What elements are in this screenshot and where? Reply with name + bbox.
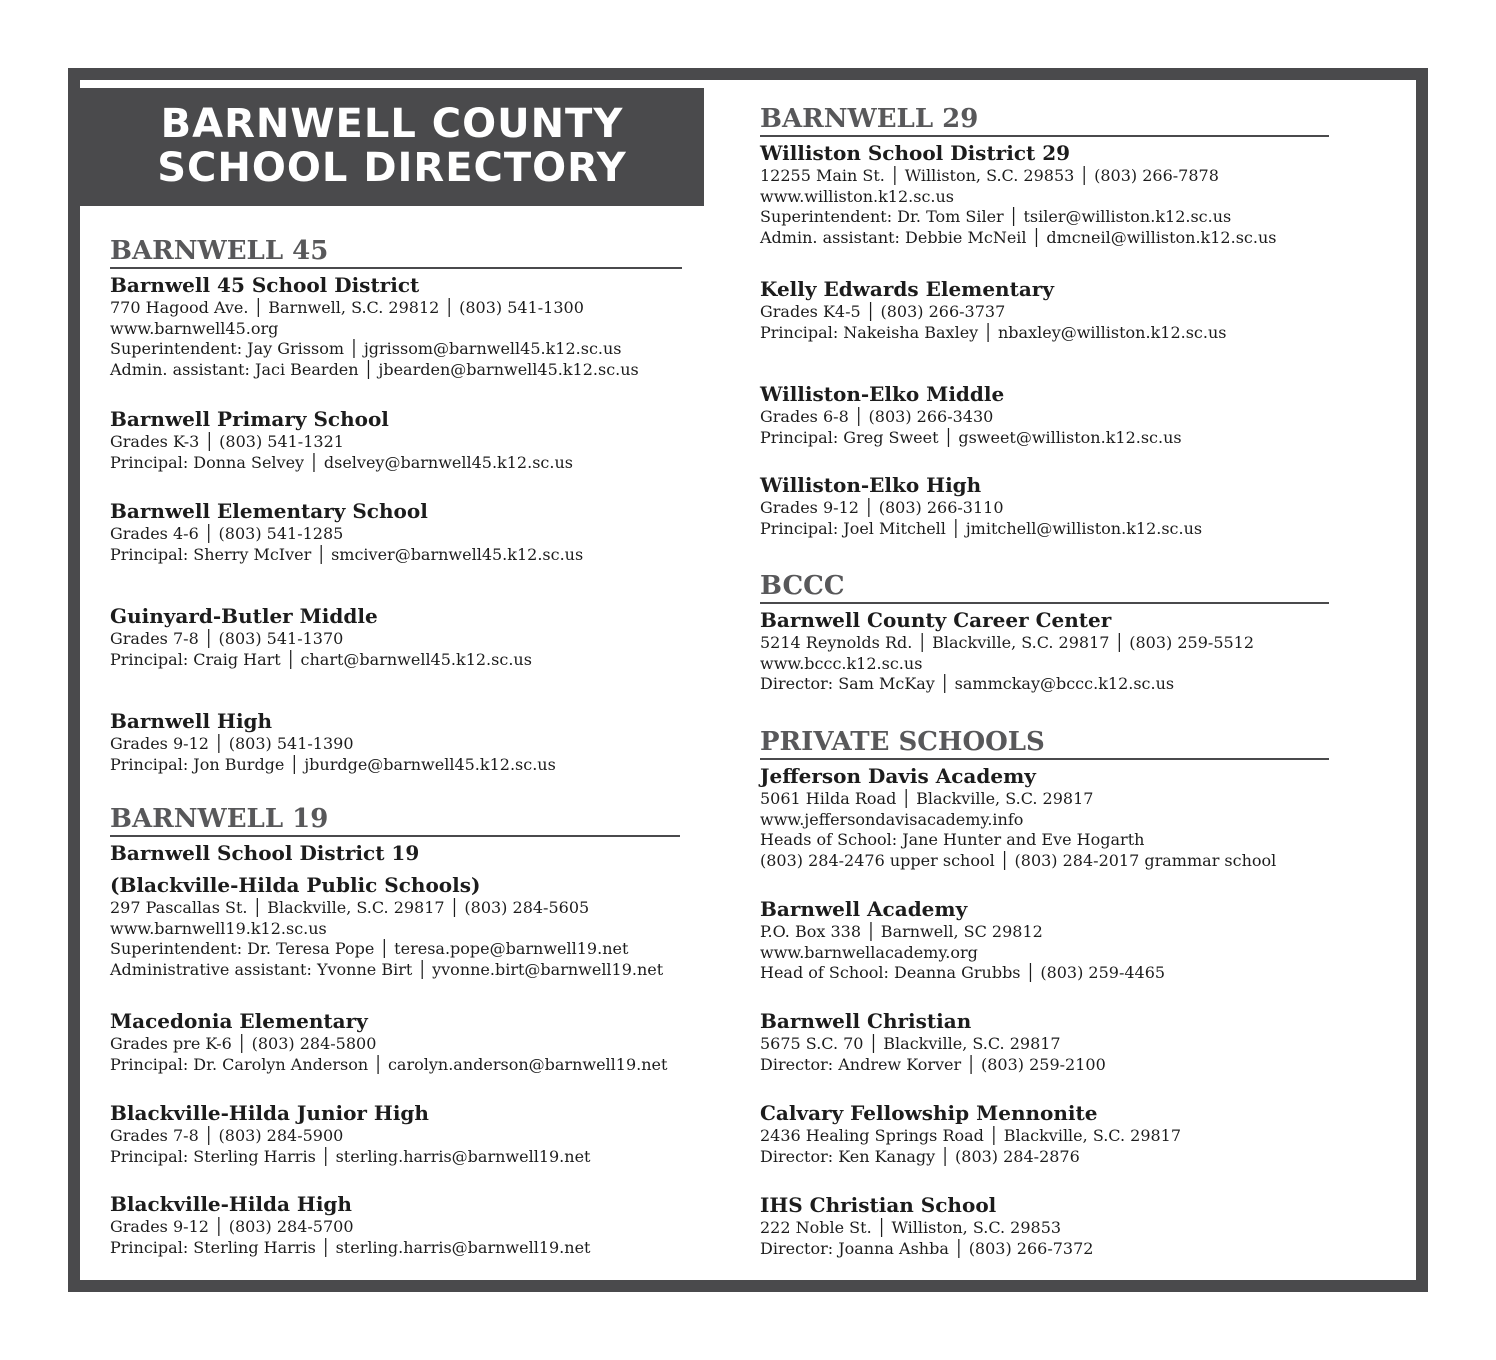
school-grades: Grades 7-8 │ (803) 541-1370 <box>110 629 344 648</box>
section-heading: BARNWELL 45 <box>110 236 682 269</box>
school-principal: Principal: Sterling Harris │ sterling.harris@barnwell19.net <box>110 1237 591 1257</box>
school-entry <box>760 896 1165 984</box>
school-name: IHS Christian School <box>760 1193 997 1217</box>
title-line-2: SCHOOL DIRECTORY <box>157 145 627 191</box>
school-name: Kelly Edwards Elementary <box>760 277 1054 301</box>
section-heading: PRIVATE SCHOOLS <box>760 727 1329 760</box>
school-info-line: www.jeffersondavisacademy.info <box>760 809 1024 829</box>
school-name: Williston-Elko High <box>760 473 982 497</box>
school-entry <box>110 406 573 473</box>
school-entry <box>760 1192 1093 1259</box>
district-website: www.williston.k12.sc.us <box>760 186 955 206</box>
school-name: Barnwell Elementary School <box>110 499 428 523</box>
district-admin: Admin. assistant: Debbie McNeil │ dmcneil@williston.k12.sc.us <box>760 228 1277 248</box>
district-address: 770 Hagood Ave. │ Barnwell, S.C. 29812 │ (803) 541-1300 <box>110 298 584 317</box>
district-superintendent: Superintendent: Jay Grissom │ jgrissom@barnwell45.k12.sc.us <box>110 339 622 359</box>
district-name: Williston School District 29 <box>760 141 1071 165</box>
school-entry <box>110 498 583 565</box>
school-info-line: P.O. Box 338 │ Barnwell, SC 29812 <box>760 922 1043 941</box>
school-name: Calvary Fellowship Mennonite <box>760 1101 1098 1125</box>
school-entry <box>110 708 556 775</box>
school-website: www.bccc.k12.sc.us <box>760 653 923 673</box>
school-grades: Grades 9-12 │ (803) 266-3110 <box>760 498 1004 517</box>
school-principal: Principal: Joel Mitchell │ jmitchell@williston.k12.sc.us <box>760 518 1203 538</box>
school-name: Blackville-Hilda Junior High <box>110 1101 429 1125</box>
school-info-line: 5061 Hilda Road │ Blackville, S.C. 29817 <box>760 789 1094 808</box>
school-principal: Principal: Sherry McIver │ smciver@barnwell45.k12.sc.us <box>110 544 584 564</box>
section-barnwell19 <box>110 804 680 837</box>
district-address: 12255 Main St. │ Williston, S.C. 29853 │ (803) 266-7878 <box>760 166 1219 185</box>
school-grades: Grades 9-12 │ (803) 284-5700 <box>110 1217 354 1236</box>
school-name: Blackville-Hilda High <box>110 1192 352 1216</box>
school-info-line: (803) 284-2476 upper school │ (803) 284-2017 grammar school <box>760 851 1277 871</box>
school-info-line: Director: Joanna Ashba │ (803) 266-7372 <box>760 1238 1094 1258</box>
district-name: Barnwell School District 19 <box>110 841 420 865</box>
school-grades: Grades 4-6 │ (803) 541-1285 <box>110 524 344 543</box>
school-grades: Grades pre K-6 │ (803) 284-5800 <box>110 1034 377 1053</box>
school-entry <box>760 763 1276 872</box>
school-grades: Grades K4-5 │ (803) 266-3737 <box>760 302 1006 321</box>
school-director: Director: Sam McKay │ sammckay@bccc.k12.sc.us <box>760 674 1175 694</box>
district-name-alt: (Blackville-Hilda Public Schools) <box>110 873 481 897</box>
school-entry <box>110 1100 590 1167</box>
school-principal: Principal: Nakeisha Baxley │ nbaxley@williston.k12.sc.us <box>760 322 1227 342</box>
school-grades: Grades 6-8 │ (803) 266-3430 <box>760 407 994 426</box>
school-address: 5214 Reynolds Rd. │ Blackville, S.C. 29817 │ (803) 259-5512 <box>760 633 1255 652</box>
school-name: Barnwell Primary School <box>110 407 389 431</box>
school-name: Guinyard-Butler Middle <box>110 604 378 628</box>
school-principal: Principal: Donna Selvey │ dselvey@barnwell45.k12.sc.us <box>110 452 573 472</box>
school-name: Jefferson Davis Academy <box>760 764 1036 788</box>
district-name: Barnwell 45 School District <box>110 273 420 297</box>
school-entry <box>110 1008 667 1075</box>
school-grades: Grades 9-12 │ (803) 541-1390 <box>110 734 354 753</box>
school-name: Barnwell Christian <box>760 1009 972 1033</box>
career-center-entry <box>760 607 1254 695</box>
district-admin: Admin. assistant: Jaci Bearden │ jbearden@barnwell45.k12.sc.us <box>110 360 639 380</box>
school-entry <box>760 1008 1106 1075</box>
school-info-line: 2436 Healing Springs Road │ Blackville, S.C. 29817 <box>760 1126 1182 1145</box>
school-info-line: Director: Ken Kanagy │ (803) 284-2876 <box>760 1146 1080 1166</box>
school-name: Macedonia Elementary <box>110 1009 368 1033</box>
section-barnwell29 <box>760 104 1329 137</box>
school-name: Williston-Elko Middle <box>760 382 1005 406</box>
district-superintendent: Superintendent: Dr. Teresa Pope │ teresa.pope@barnwell19.net <box>110 939 629 959</box>
school-entry <box>760 276 1226 343</box>
school-name: Barnwell County Career Center <box>760 608 1112 632</box>
directory-title-block <box>80 88 704 206</box>
school-grades: Grades K-3 │ (803) 541-1321 <box>110 432 344 451</box>
school-grades: Grades 7-8 │ (803) 284-5900 <box>110 1126 344 1145</box>
school-entry <box>760 472 1202 539</box>
district-barnwell45 <box>110 272 639 381</box>
school-entry <box>110 603 532 670</box>
section-private-schools <box>760 727 1329 760</box>
school-entry <box>110 1191 590 1258</box>
school-info-line: Heads of School: Jane Hunter and Eve Hogarth <box>760 830 1145 850</box>
school-principal: Principal: Jon Burdge │ jburdge@barnwell45.k12.sc.us <box>110 754 556 774</box>
district-address: 297 Pascallas St. │ Blackville, S.C. 29817 │ (803) 284-5605 <box>110 898 590 917</box>
district-superintendent: Superintendent: Dr. Tom Siler │ tsiler@williston.k12.sc.us <box>760 207 1232 227</box>
section-heading: BCCC <box>760 571 1329 604</box>
school-name: Barnwell Academy <box>760 897 968 921</box>
school-entry <box>760 381 1182 448</box>
section-heading: BARNWELL 19 <box>110 804 680 837</box>
district-admin: Administrative assistant: Yvonne Birt │ yvonne.birt@barnwell19.net <box>110 960 664 980</box>
school-name: Barnwell High <box>110 709 273 733</box>
school-info-line: 5675 S.C. 70 │ Blackville, S.C. 29817 <box>760 1034 1061 1053</box>
school-principal: Principal: Dr. Carolyn Anderson │ carolyn.anderson@barnwell19.net <box>110 1054 668 1074</box>
school-info-line: www.barnwellacademy.org <box>760 942 978 962</box>
school-info-line: Head of School: Deanna Grubbs │ (803) 259-4465 <box>760 963 1166 983</box>
school-info-line: Director: Andrew Korver │ (803) 259-2100 <box>760 1054 1106 1074</box>
section-heading: BARNWELL 29 <box>760 104 1329 137</box>
school-entry <box>760 1100 1181 1167</box>
school-principal: Principal: Sterling Harris │ sterling.harris@barnwell19.net <box>110 1146 591 1166</box>
district-website: www.barnwell45.org <box>110 318 279 338</box>
school-principal: Principal: Craig Hart │ chart@barnwell45.k12.sc.us <box>110 649 532 669</box>
district-barnwell19 <box>110 840 663 981</box>
district-website: www.barnwell19.k12.sc.us <box>110 918 327 938</box>
school-principal: Principal: Greg Sweet │ gsweet@williston.k12.sc.us <box>760 427 1182 447</box>
section-bccc <box>760 571 1329 604</box>
school-info-line: 222 Noble St. │ Williston, S.C. 29853 <box>760 1218 1062 1237</box>
section-barnwell45 <box>110 236 682 269</box>
district-barnwell29 <box>760 140 1276 249</box>
title-line-1: BARNWELL COUNTY <box>160 101 624 147</box>
